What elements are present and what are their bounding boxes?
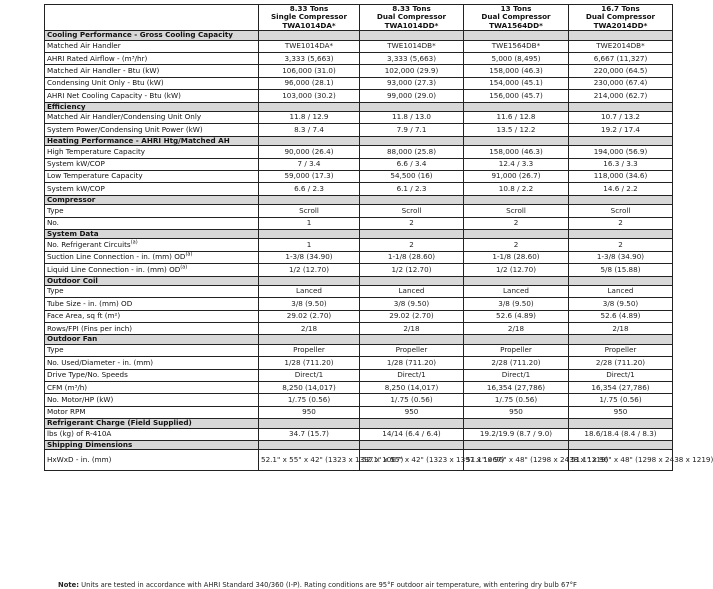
value-cell: 3/8 (9.50) <box>360 298 464 310</box>
section-header-filler <box>360 419 464 428</box>
footnote-label: Note: <box>58 581 79 589</box>
column-tons: 8.33 Tons <box>289 4 329 13</box>
table-row <box>45 205 673 217</box>
row-label-text: Rows/FPI (Fins per inch) <box>47 323 133 333</box>
row-label-text: lbs (kg) of R-410A <box>47 429 112 439</box>
section-title: Compressor <box>45 195 259 204</box>
section-title: Shipping Dimensions <box>45 441 259 450</box>
value-cell: Scroll <box>569 205 673 217</box>
value-cell: 1-1/8 (28.60) <box>464 251 569 263</box>
row-label-text: System kW/COP <box>47 183 105 193</box>
value-cell: 950 <box>259 406 360 418</box>
value-cell: 2 <box>569 217 673 229</box>
value-cell: 950 <box>464 406 569 418</box>
value-cell: 99,000 (29.0) <box>360 90 464 102</box>
value-cell: 8.3 / 7.4 <box>259 124 360 136</box>
section-header-row <box>45 229 673 238</box>
row-label <box>45 344 259 356</box>
table-row <box>45 40 673 52</box>
row-label <box>45 90 259 102</box>
header-corner-cell <box>45 5 259 31</box>
value-cell: 950 <box>569 406 673 418</box>
section-header-filler <box>464 102 569 111</box>
footnote-marker: (a) <box>130 239 138 246</box>
table-row <box>45 310 673 322</box>
value-cell: 52.1" x 55" x 42" (1323 x 1397 x 1067) <box>360 450 464 471</box>
table-row <box>45 251 673 263</box>
section-title: Outdoor Coil <box>45 276 259 285</box>
value-cell: 10.8 / 2.2 <box>464 183 569 195</box>
row-label <box>45 264 259 276</box>
value-cell: 1/.75 (0.56) <box>464 394 569 406</box>
table-row <box>45 183 673 195</box>
section-title: Cooling Performance - Gross Cooling Capacity <box>45 31 259 40</box>
value-cell: 2 <box>464 217 569 229</box>
value-cell: 11.8 / 13.0 <box>360 111 464 123</box>
section-header-filler <box>360 31 464 40</box>
section-header-filler <box>464 276 569 285</box>
value-cell: Propeller <box>259 344 360 356</box>
row-label-text: Type <box>47 286 64 296</box>
row-label-text: Suction Line Connection - in. (mm) OD <box>47 252 186 262</box>
value-cell: 1/28 (711.20) <box>360 357 464 369</box>
row-label <box>45 285 259 297</box>
section-header-filler <box>360 441 464 450</box>
value-cell: 158,000 (46.3) <box>464 146 569 158</box>
value-cell: 96,000 (28.1) <box>259 77 360 89</box>
value-cell: 1/2 (12.70) <box>360 264 464 276</box>
row-label <box>45 251 259 263</box>
section-header-row <box>45 195 673 204</box>
table-row <box>45 298 673 310</box>
value-cell: 1/.75 (0.56) <box>259 394 360 406</box>
value-cell: 90,000 (26.4) <box>259 146 360 158</box>
value-cell: 88,000 (25.8) <box>360 146 464 158</box>
value-cell: Direct/1 <box>360 369 464 381</box>
value-cell: 5,000 (8,495) <box>464 53 569 65</box>
row-label <box>45 124 259 136</box>
value-cell: Propeller <box>569 344 673 356</box>
row-label-text: HxWxD - in. (mm) <box>47 455 112 465</box>
row-label-text: High Temperature Capacity <box>47 146 146 156</box>
value-cell: 16,354 (27,786) <box>464 382 569 394</box>
value-cell: Scroll <box>464 205 569 217</box>
table-row <box>45 111 673 123</box>
section-header-filler <box>360 335 464 344</box>
table-row <box>45 323 673 335</box>
row-label <box>45 205 259 217</box>
value-cell: 3/8 (9.50) <box>259 298 360 310</box>
value-cell: 7.9 / 7.1 <box>360 124 464 136</box>
table-row <box>45 239 673 251</box>
value-cell: Scroll <box>259 205 360 217</box>
section-header-row <box>45 419 673 428</box>
table-row <box>45 264 673 276</box>
value-cell: Lanced <box>360 285 464 297</box>
section-header-filler <box>259 136 360 145</box>
column-model: TWA1014DD* <box>384 20 439 30</box>
row-label-text: No. Used/Diameter - in. (mm) <box>47 357 154 367</box>
value-cell: 59,000 (17.3) <box>259 170 360 182</box>
value-cell: 52.6 (4.89) <box>464 310 569 322</box>
row-label-text: No. Motor/HP (kW) <box>47 394 114 404</box>
section-header-row <box>45 441 673 450</box>
value-cell: 34.7 (15.7) <box>259 428 360 440</box>
row-label <box>45 298 259 310</box>
value-cell: 2 <box>360 217 464 229</box>
section-header-filler <box>464 441 569 450</box>
value-cell: 93,000 (27.3) <box>360 77 464 89</box>
column-tons: 16.7 Tons <box>601 4 640 13</box>
section-header-row <box>45 31 673 40</box>
column-header-2 <box>360 5 464 31</box>
table-row <box>45 158 673 170</box>
section-header-filler <box>569 102 673 111</box>
section-header-filler <box>360 136 464 145</box>
value-cell: 1 <box>259 217 360 229</box>
footnote-marker: (a) <box>180 264 188 271</box>
specifications-table <box>44 4 713 471</box>
table-row <box>45 382 673 394</box>
section-header-filler <box>569 335 673 344</box>
value-cell: 3/8 (9.50) <box>569 298 673 310</box>
value-cell: 6.1 / 2.3 <box>360 183 464 195</box>
value-cell: TWE1014DB* <box>360 40 464 52</box>
row-label-text: Condensing Unit Only - Btu (kW) <box>47 78 164 88</box>
value-cell: 2/18 <box>464 323 569 335</box>
value-cell: TWE2014DB* <box>569 40 673 52</box>
footnote-marker: (a) <box>185 251 193 258</box>
table-row <box>45 77 673 89</box>
row-label-text: AHRI Rated Airflow - (m³/hr) <box>47 53 148 63</box>
value-cell: 11.8 / 12.9 <box>259 111 360 123</box>
value-cell: Scroll <box>360 205 464 217</box>
section-header-filler <box>259 276 360 285</box>
table-row <box>45 65 673 77</box>
section-header-filler <box>464 335 569 344</box>
section-header-filler <box>569 276 673 285</box>
row-label <box>45 323 259 335</box>
row-label-text: Motor RPM <box>47 407 86 417</box>
value-cell: Lanced <box>569 285 673 297</box>
value-cell: 16,354 (27,786) <box>569 382 673 394</box>
row-label <box>45 394 259 406</box>
row-label <box>45 111 259 123</box>
section-title: Heating Performance - AHRI Htg/Matched AH <box>45 136 259 145</box>
value-cell: TWE1014DA* <box>259 40 360 52</box>
row-label <box>45 369 259 381</box>
row-label-text: Liquid Line Connection - in. (mm) OD <box>47 264 181 274</box>
value-cell: Lanced <box>464 285 569 297</box>
section-header-filler <box>569 441 673 450</box>
row-label <box>45 77 259 89</box>
value-cell: 18.6/18.4 (8.4 / 8.3) <box>569 428 673 440</box>
value-cell: 3/8 (9.50) <box>464 298 569 310</box>
section-header-filler <box>360 102 464 111</box>
table-row <box>45 146 673 158</box>
value-cell: 7 / 3.4 <box>259 158 360 170</box>
value-cell: 91,000 (26.7) <box>464 170 569 182</box>
section-header-filler <box>259 335 360 344</box>
table-row <box>45 170 673 182</box>
value-cell: 950 <box>360 406 464 418</box>
value-cell: 10.7 / 13.2 <box>569 111 673 123</box>
footnote-text: Units are tested in accordance with AHRI Standard 340/360 (I-P). Rating conditions are 95°F outdoor air temperature, with entering dry bulb 67°F <box>81 581 577 589</box>
row-label <box>45 183 259 195</box>
section-title: Refrigerant Charge (Field Supplied) <box>45 419 259 428</box>
row-label-text: Type <box>47 205 64 215</box>
value-cell: 214,000 (62.7) <box>569 90 673 102</box>
section-header-filler <box>464 419 569 428</box>
section-header-filler <box>569 31 673 40</box>
value-cell: TWE1564DB* <box>464 40 569 52</box>
section-header-filler <box>569 136 673 145</box>
row-label-text: Matched Air Handler <box>47 41 121 51</box>
section-header-filler <box>259 195 360 204</box>
column-compressor-type: Single Compressor <box>270 12 348 22</box>
value-cell: 2 <box>360 239 464 251</box>
row-label-text: Face Area, sq ft (m²) <box>47 311 121 321</box>
value-cell: 6,667 (11,327) <box>569 53 673 65</box>
section-header-filler <box>569 419 673 428</box>
value-cell: 52.6 (4.89) <box>569 310 673 322</box>
table-row <box>45 90 673 102</box>
value-cell: 1 <box>259 239 360 251</box>
value-cell: 14/14 (6.4 / 6.4) <box>360 428 464 440</box>
column-header-3 <box>464 5 569 31</box>
section-header-row <box>45 136 673 145</box>
section-header-filler <box>464 195 569 204</box>
value-cell: 8,250 (14,017) <box>360 382 464 394</box>
row-label-text: Tube Size - in. (mm) OD <box>47 298 133 308</box>
row-label <box>45 357 259 369</box>
value-cell: 54,500 (16) <box>360 170 464 182</box>
column-model: TWA2014DD* <box>593 20 648 30</box>
column-tons: 8.33 Tons <box>392 4 431 13</box>
value-cell: 8,250 (14,017) <box>259 382 360 394</box>
row-label-text: System Power/Condensing Unit Power (kW) <box>47 124 203 134</box>
section-header-filler <box>569 229 673 238</box>
column-model: TWA1564DD* <box>489 20 543 30</box>
row-label <box>45 65 259 77</box>
table-row <box>45 344 673 356</box>
section-header-filler <box>360 276 464 285</box>
value-cell: 1-3/8 (34.90) <box>259 251 360 263</box>
value-cell: 2/28 (711.20) <box>569 357 673 369</box>
column-header-4 <box>569 5 673 31</box>
section-header-row <box>45 276 673 285</box>
value-cell: 6.6 / 2.3 <box>259 183 360 195</box>
row-label-text: Type <box>47 345 64 355</box>
value-cell: 51.1" x 96" x 48" (1298 x 2438 x 1219) <box>569 450 673 471</box>
row-label <box>45 217 259 229</box>
value-cell: 156,000 (45.7) <box>464 90 569 102</box>
value-cell: 154,000 (45.1) <box>464 77 569 89</box>
value-cell: 2/18 <box>569 323 673 335</box>
row-label <box>45 450 259 471</box>
row-label-text: Low Temperature Capacity <box>47 171 143 181</box>
section-header-filler <box>259 102 360 111</box>
table-row <box>45 53 673 65</box>
value-cell: Propeller <box>464 344 569 356</box>
table-row <box>45 428 673 440</box>
value-cell: 2 <box>569 239 673 251</box>
value-cell: 29.02 (2.70) <box>259 310 360 322</box>
value-cell: 1/28 (711.20) <box>259 357 360 369</box>
value-cell: 1-3/8 (34.90) <box>569 251 673 263</box>
value-cell: Propeller <box>360 344 464 356</box>
column-model: TWA1014DA* <box>282 20 336 30</box>
table-row <box>45 285 673 297</box>
value-cell: 1/2 (12.70) <box>464 264 569 276</box>
section-title: System Data <box>45 229 259 238</box>
section-header-filler <box>259 31 360 40</box>
value-cell: 5/8 (15.88) <box>569 264 673 276</box>
value-cell: 3,333 (5,663) <box>360 53 464 65</box>
column-header-row <box>45 5 673 31</box>
value-cell: Direct/1 <box>259 369 360 381</box>
row-label-text: System kW/COP <box>47 159 105 169</box>
row-label <box>45 428 259 440</box>
value-cell: 51.1" x 96" x 48" (1298 x 2438 x 1219) <box>464 450 569 471</box>
value-cell: 3,333 (5,663) <box>259 53 360 65</box>
section-title: Efficiency <box>45 102 259 111</box>
section-header-row <box>45 335 673 344</box>
row-label <box>45 382 259 394</box>
value-cell: 2/18 <box>360 323 464 335</box>
value-cell: 102,000 (29.9) <box>360 65 464 77</box>
value-cell: 220,000 (64.5) <box>569 65 673 77</box>
value-cell: 2 <box>464 239 569 251</box>
footnote <box>58 582 577 589</box>
row-label <box>45 170 259 182</box>
value-cell: 19.2/19.9 (8.7 / 9.0) <box>464 428 569 440</box>
section-header-filler <box>464 229 569 238</box>
value-cell: 19.2 / 17.4 <box>569 124 673 136</box>
value-cell: 11.6 / 12.8 <box>464 111 569 123</box>
row-label-text: AHRI Net Cooling Capacity - Btu (kW) <box>47 90 181 100</box>
row-label-text: No. <box>47 218 59 228</box>
value-cell: 52.1" x 55" x 42" (1323 x 1397 x 1067) <box>259 450 360 471</box>
column-tons: 13 Tons <box>500 4 532 13</box>
section-header-filler <box>259 441 360 450</box>
value-cell: 194,000 (56.9) <box>569 146 673 158</box>
row-label-text: Matched Air Handler/Condensing Unit Only <box>47 112 202 122</box>
column-compressor-type: Dual Compressor <box>585 12 656 22</box>
section-header-row <box>45 102 673 111</box>
value-cell: Direct/1 <box>569 369 673 381</box>
value-cell: 16.3 / 3.3 <box>569 158 673 170</box>
table-row <box>45 357 673 369</box>
row-label-text: Drive Type/No. Speeds <box>47 370 128 380</box>
row-label <box>45 146 259 158</box>
section-header-filler <box>464 136 569 145</box>
value-cell: 158,000 (46.3) <box>464 65 569 77</box>
value-cell: 1/2 (12.70) <box>259 264 360 276</box>
value-cell: 106,000 (31.0) <box>259 65 360 77</box>
table-row <box>45 369 673 381</box>
row-label <box>45 310 259 322</box>
value-cell: 230,000 (67.4) <box>569 77 673 89</box>
value-cell: Lanced <box>259 285 360 297</box>
section-header-filler <box>259 419 360 428</box>
row-label <box>45 40 259 52</box>
column-header-1 <box>259 5 360 31</box>
value-cell: 103,000 (30.2) <box>259 90 360 102</box>
section-header-filler <box>464 31 569 40</box>
value-cell: 6.6 / 3.4 <box>360 158 464 170</box>
section-header-filler <box>569 195 673 204</box>
table-row <box>45 124 673 136</box>
row-label-text: No. Refrigerant Circuits <box>47 239 131 249</box>
row-label-text: CFM (m³/h) <box>47 382 88 392</box>
column-compressor-type: Dual Compressor <box>481 12 551 22</box>
section-header-filler <box>259 229 360 238</box>
section-title: Outdoor Fan <box>45 335 259 344</box>
row-label-text: Matched Air Handler - Btu (kW) <box>47 65 160 75</box>
column-compressor-type: Dual Compressor <box>376 12 447 22</box>
table-row <box>45 394 673 406</box>
row-label <box>45 239 259 251</box>
value-cell: 12.4 / 3.3 <box>464 158 569 170</box>
table-row <box>45 217 673 229</box>
value-cell: 2/18 <box>259 323 360 335</box>
value-cell: 2/28 (711.20) <box>464 357 569 369</box>
specifications-body <box>45 30 713 471</box>
value-cell: 118,000 (34.6) <box>569 170 673 182</box>
value-cell: 13.5 / 12.2 <box>464 124 569 136</box>
value-cell: Direct/1 <box>464 369 569 381</box>
row-label <box>45 53 259 65</box>
row-label <box>45 406 259 418</box>
table-row <box>45 450 673 471</box>
value-cell: 14.6 / 2.2 <box>569 183 673 195</box>
row-label <box>45 158 259 170</box>
value-cell: 1-1/8 (28.60) <box>360 251 464 263</box>
value-cell: 1/.75 (0.56) <box>360 394 464 406</box>
section-header-filler <box>360 195 464 204</box>
table-row <box>45 406 673 418</box>
value-cell: 1/.75 (0.56) <box>569 394 673 406</box>
section-header-filler <box>360 229 464 238</box>
value-cell: 29.02 (2.70) <box>360 310 464 322</box>
